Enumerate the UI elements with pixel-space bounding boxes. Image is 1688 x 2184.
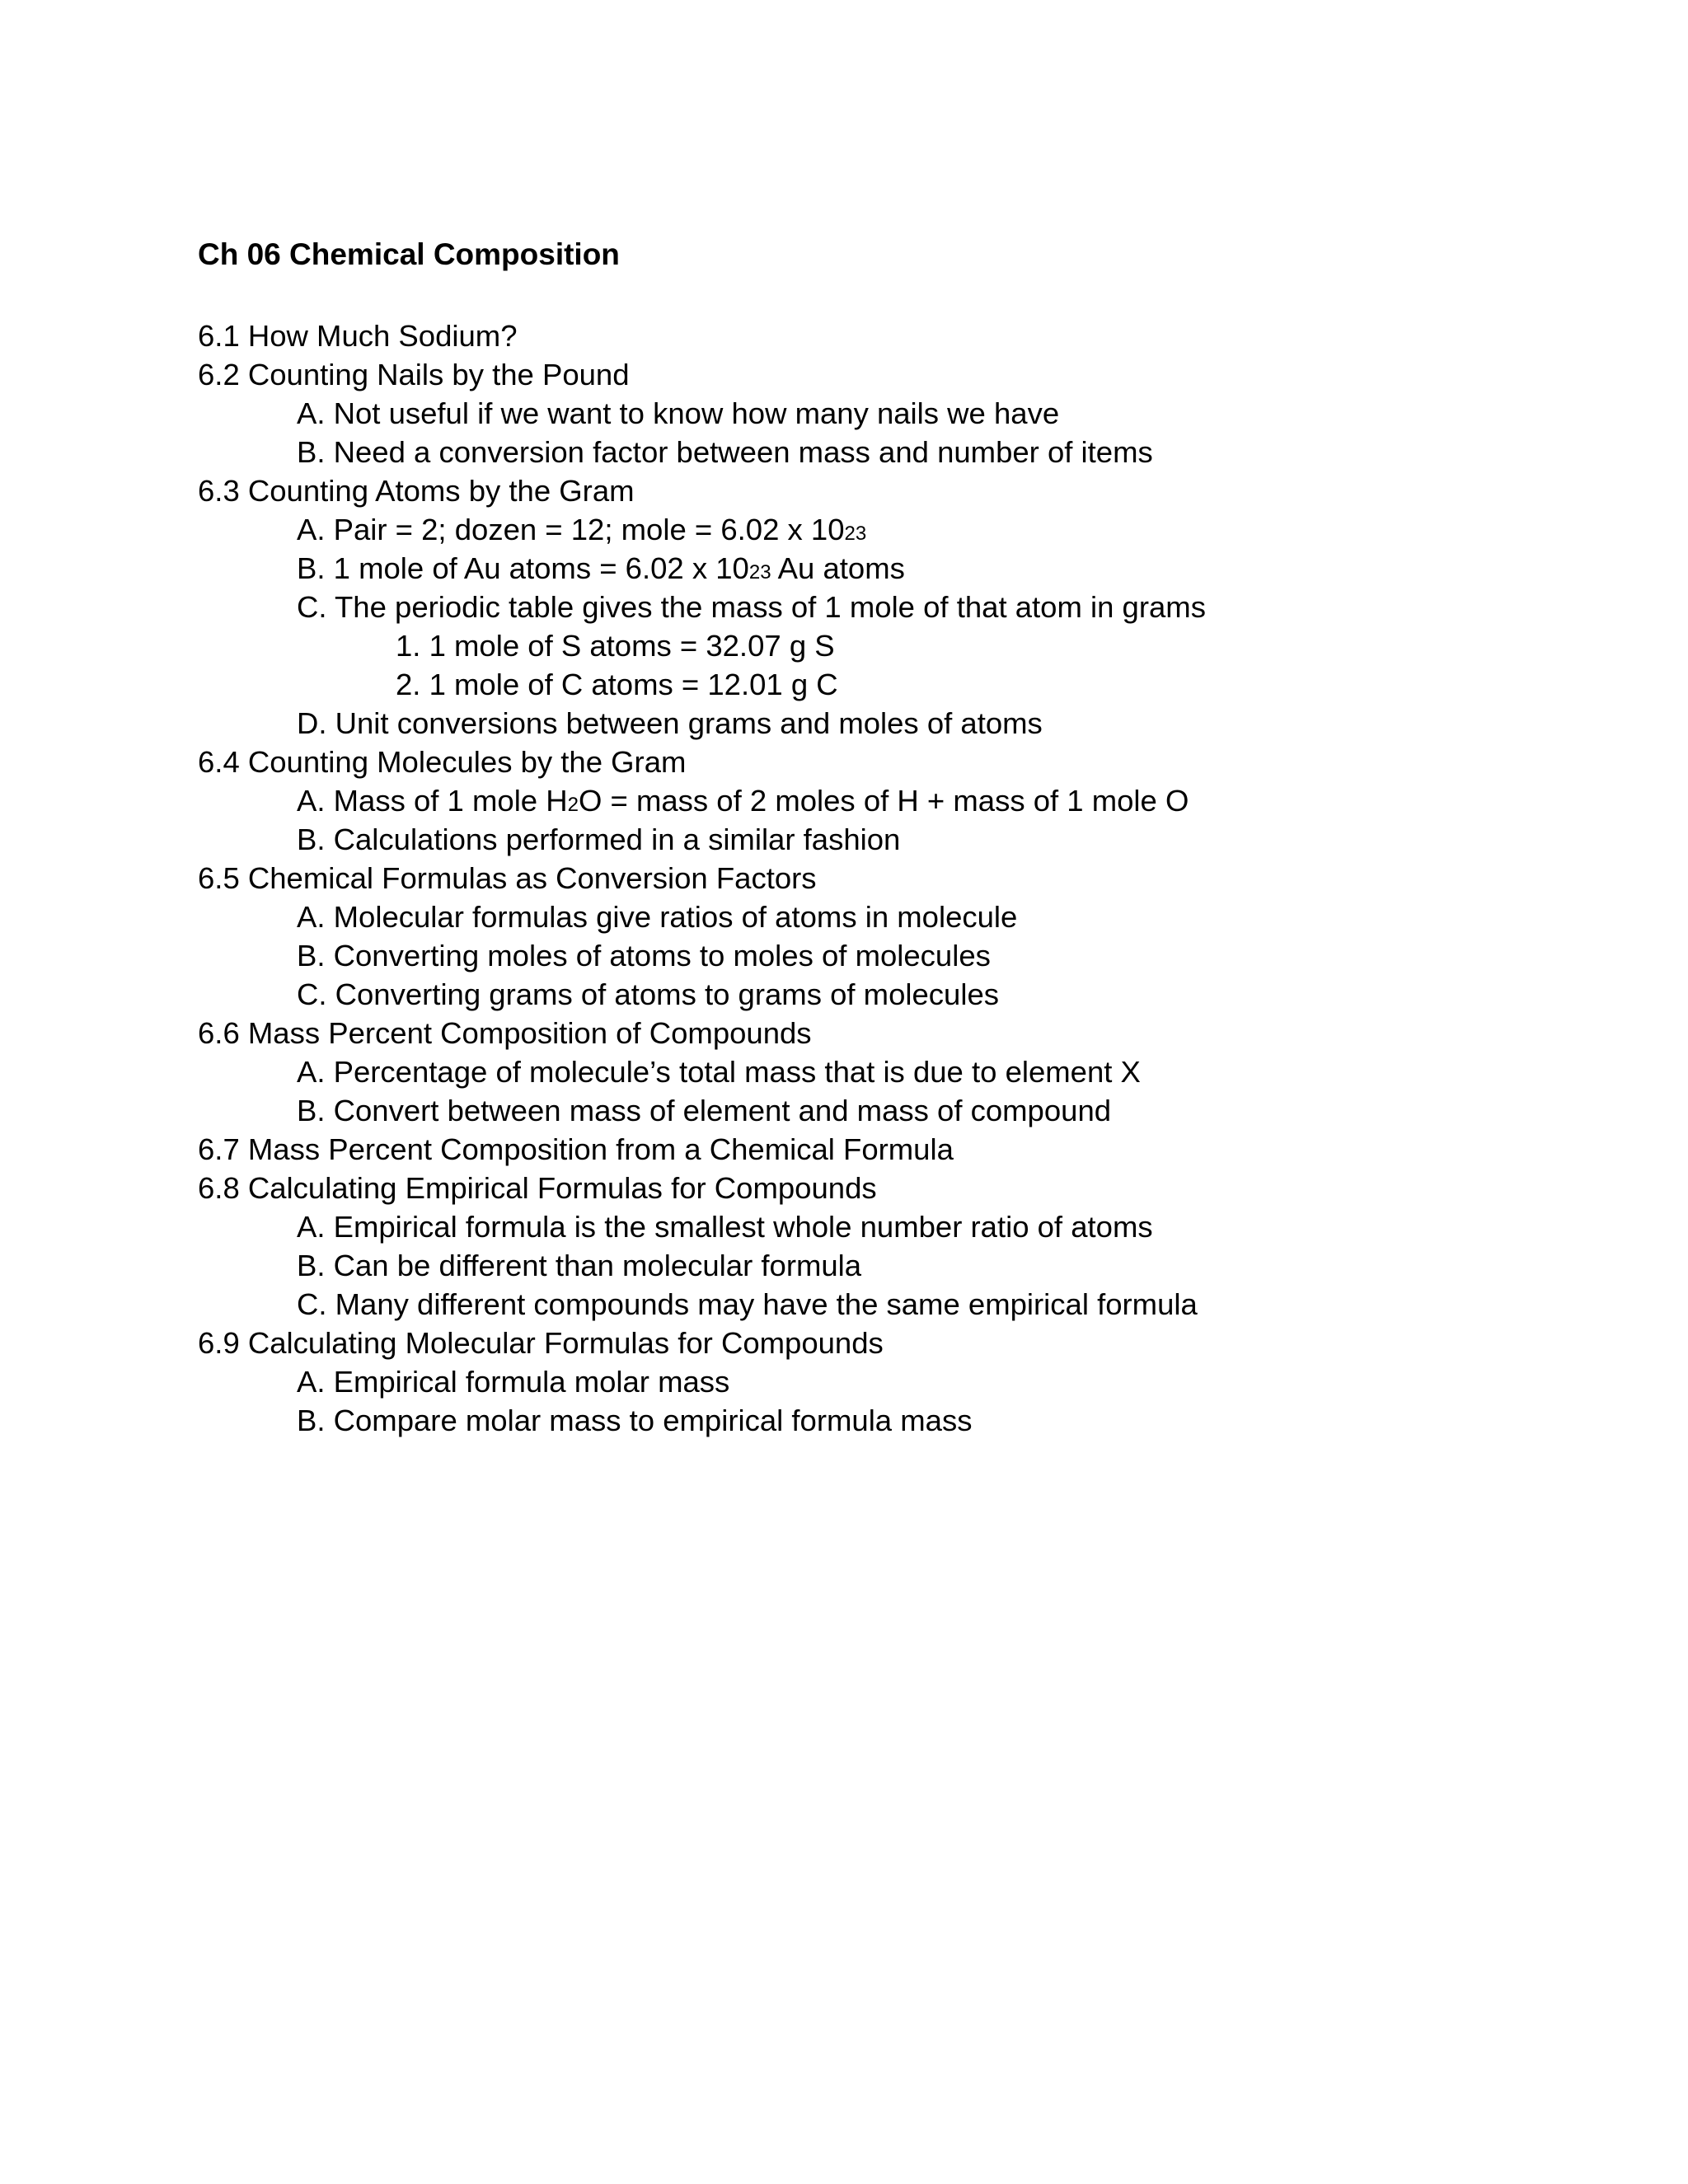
- outline-item: [198, 549, 1206, 588]
- outline-list: [198, 316, 1206, 1440]
- outline-item: B. Compare molar mass to empirical formula mass: [297, 1404, 973, 1437]
- small-number: 2: [567, 794, 579, 816]
- text-run: O = mass of 2 moles of H + mass of 1 mole O: [578, 784, 1189, 818]
- outline-subitem: 2. 1 mole of C atoms = 12.01 g C: [396, 668, 838, 701]
- outline-item: C. The periodic table gives the mass of 1 mole of that atom in grams: [297, 590, 1206, 624]
- section-heading: 6.9 Calculating Molecular Formulas for Compounds: [198, 1326, 884, 1360]
- section-heading: 6.7 Mass Percent Composition from a Chemical Formula: [198, 1132, 954, 1166]
- outline-item: B. Need a conversion factor between mass and number of items: [297, 435, 1153, 469]
- outline-item: B. Can be different than molecular formula: [297, 1249, 862, 1282]
- section-heading: 6.5 Chemical Formulas as Conversion Factors: [198, 861, 817, 895]
- outline-item: C. Converting grams of atoms to grams of molecules: [297, 977, 999, 1011]
- section-heading: 6.8 Calculating Empirical Formulas for Compounds: [198, 1171, 877, 1205]
- text-run: Au atoms: [771, 551, 905, 585]
- text-run: B. 1 mole of Au atoms = 6.02 x 10: [297, 551, 749, 585]
- section-heading: 6.2 Counting Nails by the Pound: [198, 358, 630, 391]
- outline-item: [198, 781, 1206, 820]
- text-run: A. Mass of 1 mole H: [297, 784, 568, 818]
- small-number: 23: [748, 561, 771, 583]
- outline-item: A. Empirical formula is the smallest whole number ratio of atoms: [297, 1210, 1153, 1244]
- text-run: A. Pair = 2; dozen = 12; mole = 6.02 x 10: [297, 513, 845, 546]
- section-heading: 6.6 Mass Percent Composition of Compounds: [198, 1016, 812, 1050]
- outline-item: A. Not useful if we want to know how many nails we have: [297, 396, 1060, 430]
- section-heading: 6.4 Counting Molecules by the Gram: [198, 745, 687, 779]
- outline-item: D. Unit conversions between grams and moles of atoms: [297, 706, 1043, 740]
- document-title: Ch 06 Chemical Composition: [198, 237, 620, 271]
- outline-item: A. Percentage of molecule’s total mass that is due to element X: [297, 1055, 1141, 1089]
- outline-item: B. Calculations performed in a similar fashion: [297, 823, 901, 856]
- section-heading: 6.1 How Much Sodium?: [198, 319, 518, 353]
- outline-item: C. Many different compounds may have the same empirical formula: [297, 1287, 1198, 1321]
- section-heading: 6.3 Counting Atoms by the Gram: [198, 474, 635, 508]
- outline-item: B. Converting moles of atoms to moles of molecules: [297, 939, 991, 972]
- outline-item: [198, 510, 1206, 549]
- outline-item: A. Molecular formulas give ratios of atoms in molecule: [297, 900, 1018, 934]
- small-number: 23: [844, 523, 867, 545]
- outline-subitem: 1. 1 mole of S atoms = 32.07 g S: [396, 629, 835, 663]
- outline-item: B. Convert between mass of element and mass of compound: [297, 1094, 1112, 1127]
- outline-item: A. Empirical formula molar mass: [297, 1365, 730, 1399]
